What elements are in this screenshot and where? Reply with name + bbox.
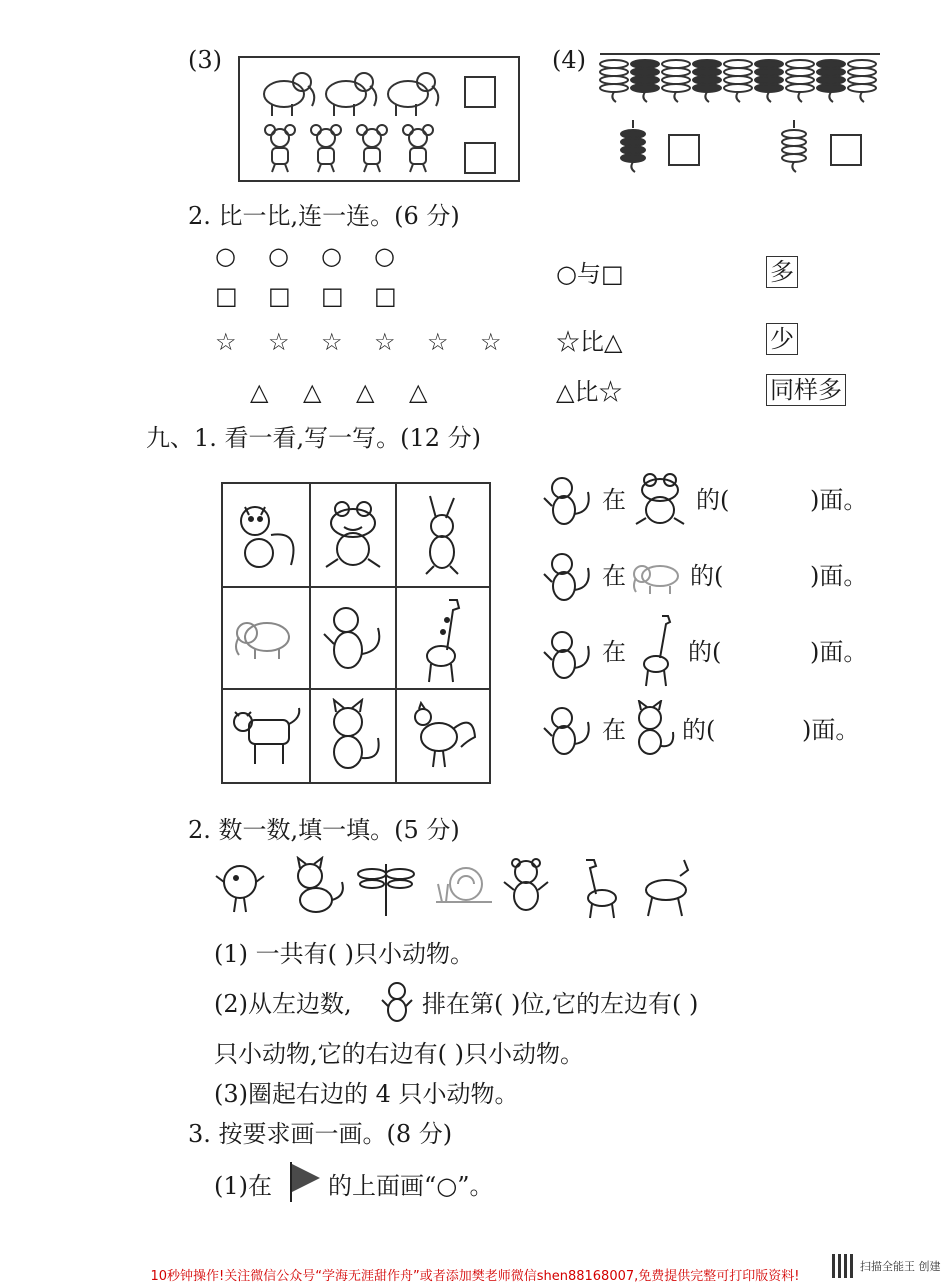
circle-2: ○ [268,242,289,270]
grid-frog-icon [311,484,395,586]
q2-sentence-1: (1) 一共有( )只小动物。 [214,940,474,968]
triangle-3: △ [356,378,375,406]
monkey-icon [540,702,600,756]
star-3: ☆ [321,328,343,356]
grid-elephant-icon [223,588,309,688]
flag-icon [288,1160,324,1204]
section9-q2-title: 2. 数一数,填一填。(5 分) [188,816,460,844]
monkey-icon [540,548,600,602]
position-sentence-elephant [540,546,880,604]
star-5: ☆ [427,328,449,356]
snail-icon [436,868,492,902]
grid-squirrel-icon [223,484,309,586]
triangle-1: △ [250,378,269,406]
star-1: ☆ [215,328,237,356]
mouse-icons [260,124,440,174]
part4-label: (4) [552,46,586,74]
word-of: 的( [688,638,722,666]
star-6: ☆ [480,328,502,356]
square-3: □ [321,282,344,310]
word-side-end: )面。 [802,716,860,744]
word-side-end: )面。 [810,486,868,514]
position-sentence-giraffe [540,612,880,688]
qr-code-icon [832,1254,856,1278]
compare-left-1[interactable]: ○与□ [556,260,624,288]
elephant-icons [254,64,444,119]
q2-compare-title: 2. 比一比,连一连。(6 分) [188,202,460,230]
section9-q3-title: 3. 按要求画一画。(8 分) [188,1120,453,1148]
word-at: 在 [602,562,626,590]
promo-footer: 10秒钟操作!关注微信公众号“学海无涯甜作舟”或者添加樊老师微信shen88168007,免费提供完整可打印版资料! [150,1269,800,1284]
word-at: 在 [602,486,626,514]
animal-lineup-icons [214,856,704,920]
frog-icon [628,470,692,528]
q2-sentence-2a: (2)从左边数, [214,990,352,1018]
compare-right-more[interactable]: 多 [766,256,798,288]
q2-sentence-2c: 只小动物,它的右边有( )只小动物。 [214,1040,584,1068]
word-of: 的( [690,562,724,590]
part3-label: (3) [188,46,222,74]
elephant-mouse-panel [238,56,520,182]
section9-q1-title: 九、1. 看一看,写一写。(12 分) [146,424,482,452]
grid-monkey-icon [311,588,395,688]
elephant-row [254,64,444,119]
monkey-icon [540,472,600,526]
answer-box-mice[interactable] [464,142,496,174]
word-at: 在 [602,716,626,744]
star-2: ☆ [268,328,290,356]
q3-sentence-1a: (1)在 [214,1172,272,1200]
grid-cow-icon [223,690,309,782]
bear-icon [504,859,548,910]
square-1: □ [215,282,238,310]
monkey-icon [540,626,600,680]
giraffe-icon [586,860,616,918]
chick-icon [216,866,264,912]
q3-sentence-1b: 的上面画“○”。 [328,1172,494,1200]
deer-icon [646,860,688,916]
circle-1: ○ [215,242,236,270]
position-sentence-frog [540,470,880,528]
lantern-row [598,48,882,106]
cat-icon [628,700,680,758]
dark-lantern-icon [617,118,649,174]
q2-sentence-2b: 排在第( )位,它的左边有( ) [422,990,699,1018]
compare-left-3[interactable]: △比☆ [556,378,623,406]
circle-3: ○ [321,242,342,270]
square-4: □ [374,282,397,310]
compare-right-same[interactable]: 同样多 [766,374,846,406]
animal-lineup [214,856,704,920]
word-side-end: )面。 [810,562,868,590]
bear-small-icon [380,980,414,1026]
square-2: □ [268,282,291,310]
light-lantern-icon [778,118,810,174]
answer-box-dark-lanterns[interactable] [668,134,700,166]
compare-left-2[interactable]: ☆比△ [556,328,623,356]
position-sentence-cat [540,700,880,758]
word-at: 在 [602,638,626,666]
grid-cat-icon [311,690,395,782]
triangle-2: △ [303,378,322,406]
giraffe-icon [634,612,680,688]
word-side-end: )面。 [810,638,868,666]
grid-rabbit-icon [397,484,489,586]
triangle-4: △ [409,378,428,406]
lantern-icons [598,48,882,106]
circle-4: ○ [374,242,395,270]
dragonfly-icon [358,864,414,916]
answer-box-light-lanterns[interactable] [830,134,862,166]
scanner-watermark: 扫描全能王 创建 [860,1260,941,1273]
elephant-icon [628,560,688,596]
compare-right-less[interactable]: 少 [766,323,798,355]
grid-giraffe-icon [397,588,489,688]
grid-rooster-icon [397,690,489,782]
answer-box-elephants[interactable] [464,76,496,108]
q2-sentence-3: (3)圈起右边的 4 只小动物。 [214,1080,519,1108]
star-4: ☆ [374,328,396,356]
word-of: 的( [696,486,730,514]
animal-grid [221,482,491,784]
fox-icon [298,858,343,912]
mouse-row [260,124,440,174]
word-of: 的( [682,716,716,744]
